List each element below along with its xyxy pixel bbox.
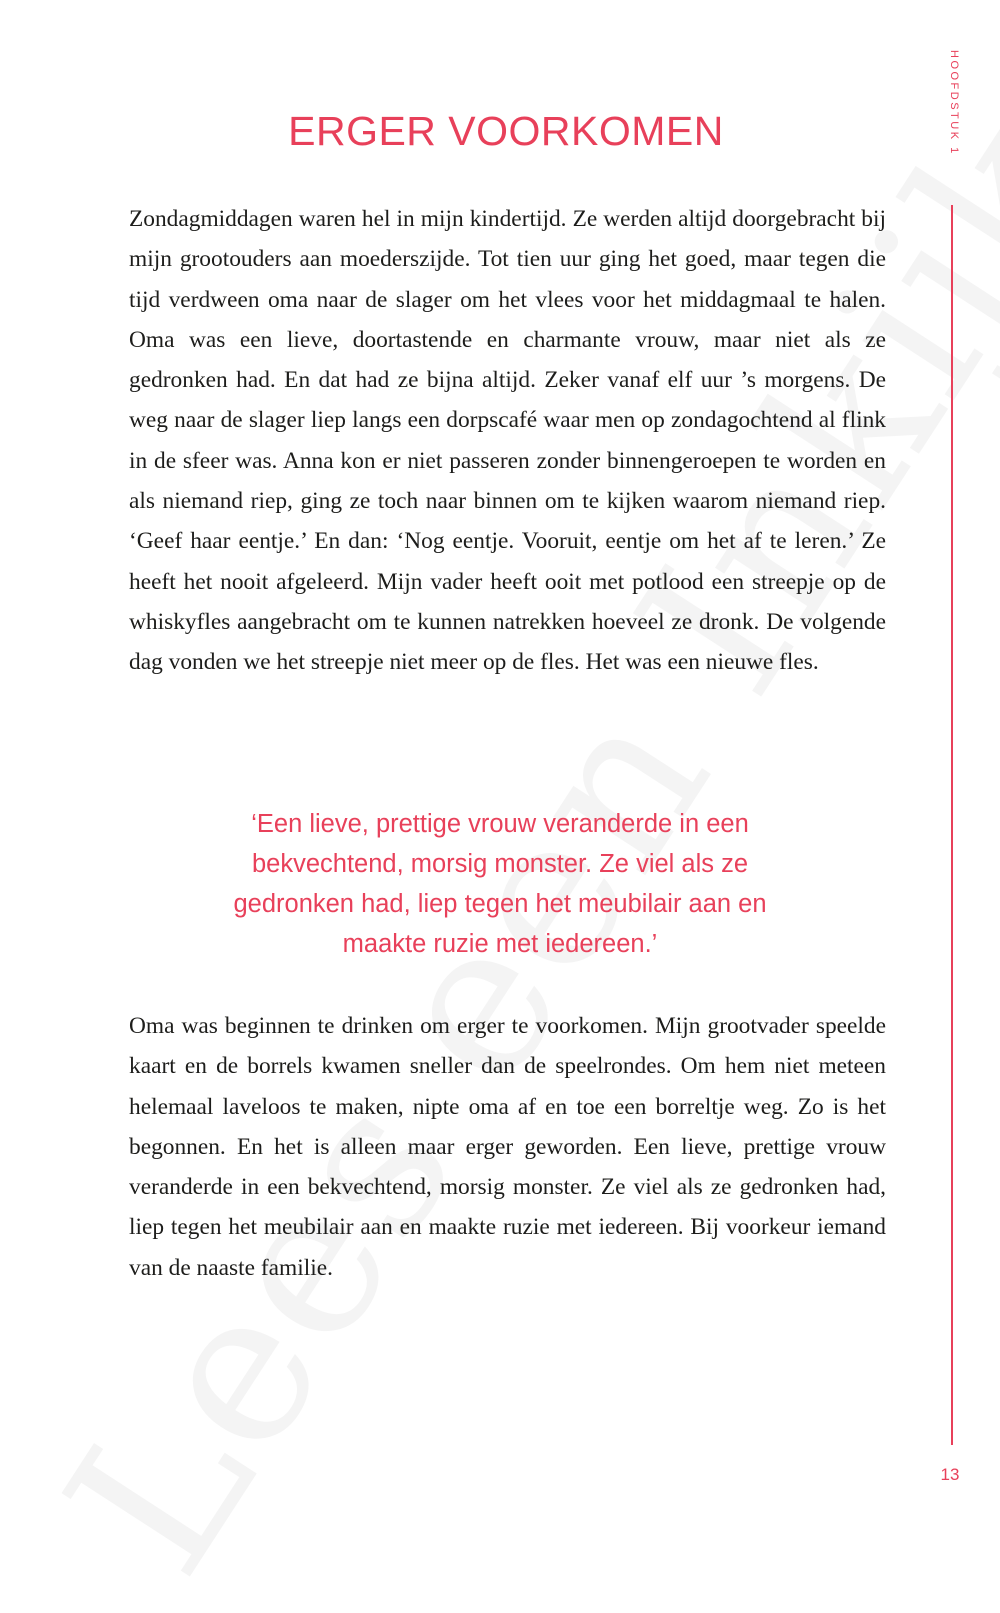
body-paragraph-2: Oma was beginnen te drinken om erger te voorkomen. Mijn grootvader speelde kaart en de borrels kwamen sneller dan de speelrondes. Om hem niet meteen helemaal laveloos te maken, nipte oma af en toe een borreltje weg. Zo is het begonnen. En het is alleen maar erger geworden. Een lieve, prettige vrouw veranderde in een bekvechtend, morsig monster. Ze viel als ze gedronken had, liep tegen het meubilair aan en maakte ruzie met iedereen. Bij voorkeur iemand van de naaste familie.: [129, 1013, 886, 1281]
side-rule-divider: [951, 205, 953, 1445]
body-paragraph-1: Zondagmiddagen waren hel in mijn kindertijd. Ze werden altijd doorgebracht bij mijn grootouders aan moederszijde. Tot tien uur ging het goed, maar tegen die tijd verdween oma naar de slager om het vlees voor het middagmaal te halen. Oma was een lieve, doortastende en charmante vrouw, maar niet als ze gedronken had. En dat had ze bijna altijd. Zeker vanaf elf uur ’s morgens. De weg naar de slager liep langs een dorpscafé waar men op zondagochtend al flink in de sfeer was. Anna kon er niet passeren zonder binnengeroepen te worden en als niemand riep, ging ze toch naar binnen om te kijken waarom niemand riep. ‘Geef haar eentje.’ En dan: ‘Nog eentje. Vooruit, eentje om het af te leren.’ Ze heeft het nooit afgeleerd. Mijn vader heeft ooit met potlood een streepje op de whiskyfles aangebracht om te kunnen natrekken hoeveel ze dronk. De volgende dag vonden we het streepje niet meer op de fles. Het was een nieuwe fles.: [129, 206, 886, 676]
chapter-label: HOOFDSTUK 1: [948, 50, 960, 156]
page-number: 13: [940, 1465, 960, 1484]
pull-quote: ‘Een lieve, prettige vrouw veranderde in een bekvechtend, morsig monster. Ze viel als ze gedronken had, liep tegen het meubilair aan en maakte ruzie met iedereen.’: [233, 810, 767, 958]
page-title: ERGER VOORKOMEN: [288, 108, 724, 154]
